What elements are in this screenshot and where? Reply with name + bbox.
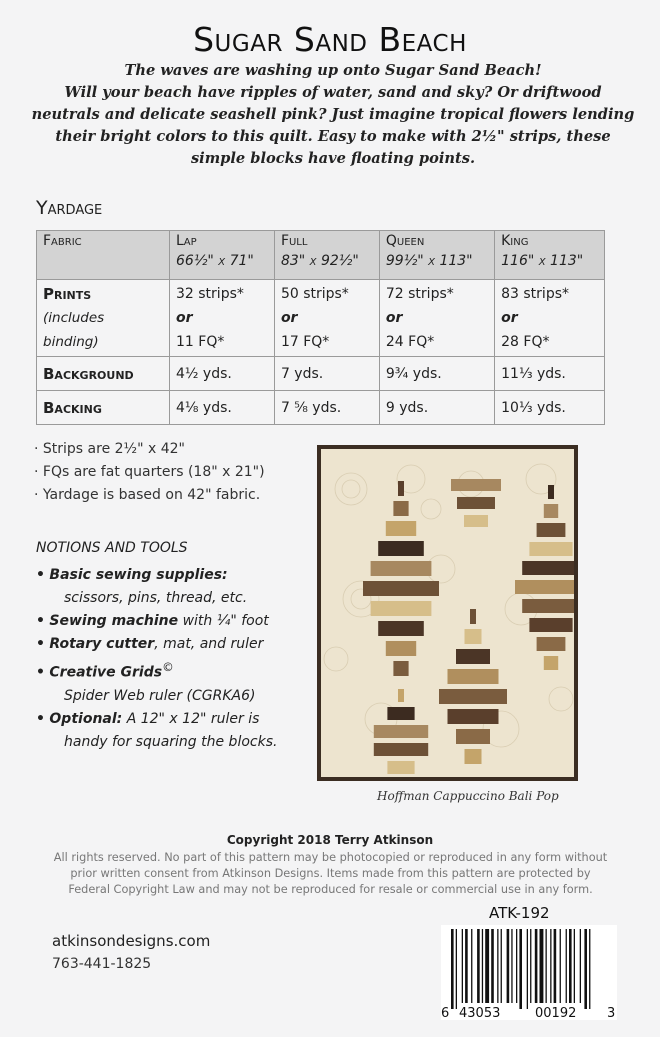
barcode-bar <box>569 929 572 1003</box>
cell-backing-lap: 4⅛ yds. <box>170 391 275 425</box>
tool-detail: A 12" x 12" ruler is <box>122 710 260 727</box>
barcode-digit: 3 <box>607 1006 616 1021</box>
note-strips: · Strips are 2½" x 42" <box>34 441 185 457</box>
quilt-stripe <box>457 497 495 509</box>
cell-background-full: 7 yds. <box>274 357 379 391</box>
quilt-stripe <box>456 649 490 664</box>
barcode-bar <box>554 929 557 1003</box>
quilt-stripe <box>374 725 428 738</box>
sku-label: ATK-192 <box>489 904 550 922</box>
quilt-stripe <box>470 609 476 624</box>
barcode-bar <box>501 929 502 1003</box>
tool-name: Rotary cutter <box>49 636 155 652</box>
table-row <box>37 391 605 425</box>
barcode-digits-left: 43053 <box>459 1006 501 1021</box>
cell-value: 83 strips* <box>501 286 569 302</box>
header-king-size: 116" x 113" <box>501 253 584 269</box>
quilt-photo <box>317 445 578 781</box>
barcode-bar <box>540 929 544 1003</box>
row-label-background: Background <box>37 357 170 391</box>
tool-name: Sewing machine <box>49 613 179 629</box>
cell-backing-full: 7 ⁵⁄₈ yds. <box>274 391 379 425</box>
barcode-digits-right: 00192 <box>535 1006 577 1021</box>
quilt-stripe <box>529 618 572 632</box>
header-full-name: Full <box>280 233 308 249</box>
intro-text <box>28 60 638 170</box>
header-fabric: Fabric <box>37 231 170 280</box>
barcode-bar <box>507 929 510 1003</box>
cell-background-lap: 4½ yds. <box>170 357 275 391</box>
quilt-stripe <box>537 523 566 537</box>
barcode-bar <box>589 929 590 1009</box>
cell-value: 24 FQ* <box>385 334 435 350</box>
note-fabric: · Yardage is based on 42" fabric. <box>34 487 261 503</box>
cell-background-queen: 9¾ yds. <box>379 357 494 391</box>
bullet-icon: • <box>36 710 45 727</box>
prints-sub: (includes binding) <box>43 310 105 350</box>
quilt-stripe <box>465 629 482 644</box>
header-full <box>274 231 379 280</box>
barcode-bar <box>535 929 538 1003</box>
table-row <box>37 357 605 391</box>
row-label-backing: Backing <box>37 391 170 425</box>
copyright-line: Copyright 2018 Terry Atkinson <box>226 833 434 847</box>
cell-or: or <box>176 310 193 326</box>
quilt-stripe <box>522 561 574 575</box>
quilt-stripe <box>456 729 490 744</box>
tool-detail: , mat, and ruler <box>154 636 264 652</box>
cell-value: 72 strips* <box>385 286 454 302</box>
phone-number: 763-441-1825 <box>52 956 152 972</box>
cell-prints-lap <box>170 280 275 357</box>
tool-detail: with ¼" foot <box>178 613 269 629</box>
barcode-number <box>441 1006 617 1022</box>
tool-name: Basic sewing supplies: <box>49 567 228 583</box>
quilt-stripe <box>378 621 424 636</box>
header-king-name: King <box>501 233 529 249</box>
header-queen <box>379 231 494 280</box>
legal-text: All rights reserved. No part of this pattern may be photocopied or reproduced in any form without prior written consent from Atkinson Designs. Items made from this pattern are protected by Federal Copyright Law and may not be reproduced for resale or commercial use in any form. <box>53 851 608 896</box>
quilt-stripe <box>393 661 408 676</box>
barcode-bar <box>546 929 547 1003</box>
barcode-bar <box>482 929 483 1003</box>
barcode-bar <box>465 929 468 1003</box>
quilt-stripe <box>544 656 558 670</box>
cell-prints-king <box>495 280 605 357</box>
bullet-icon: • <box>36 636 45 652</box>
intro-line-1: The waves are washing up onto Sugar Sand Beach! <box>124 62 542 79</box>
cell-prints-full <box>274 280 379 357</box>
cell-backing-king: 10⅓ yds. <box>495 391 605 425</box>
list-item <box>36 708 277 731</box>
quilt-stripe <box>544 504 558 518</box>
quilt-stripe <box>448 709 499 724</box>
cell-value: 11 FQ* <box>176 334 225 350</box>
bullet-icon: • <box>36 567 45 583</box>
barcode-bar <box>462 929 463 1003</box>
barcode-bar <box>511 929 512 1003</box>
header-queen-name: Queen <box>385 233 425 249</box>
cell-value: 17 FQ* <box>280 334 330 350</box>
quilt-stripe <box>465 749 482 764</box>
header-queen-size: 99½" x 113" <box>385 253 473 269</box>
barcode-bar <box>584 929 587 1009</box>
quilt-stripe <box>464 515 488 527</box>
cell-backing-queen: 9 yds. <box>379 391 494 425</box>
cell-value: 32 strips* <box>176 286 244 302</box>
barcode-bar <box>491 929 494 1003</box>
barcode-bar <box>580 929 581 1003</box>
quilt-stripe <box>515 580 574 594</box>
yardage-heading: Yardage <box>36 197 103 219</box>
barcode-bar <box>527 929 528 1009</box>
tool-name: Optional: <box>49 710 123 727</box>
quilt-stripe <box>548 485 554 499</box>
cell-background-king: 11⅓ yds. <box>495 357 605 391</box>
prints-label: Prints <box>43 285 92 303</box>
barcode-bar <box>477 929 480 1003</box>
cell-prints-queen <box>379 280 494 357</box>
quilt-stripe <box>363 581 439 596</box>
notions-heading: NOTIONS AND TOOLS <box>36 540 188 556</box>
barcode-bar <box>497 929 498 1003</box>
tool-name: Creative Grids <box>49 664 163 681</box>
header-lap-size: 66½" x 71" <box>176 253 254 269</box>
barcode-bar <box>471 929 472 1003</box>
cell-value: 28 FQ* <box>501 334 550 350</box>
yardage-header-row <box>37 231 605 280</box>
barcode-icon <box>441 925 617 1009</box>
pattern-title: Sugar Sand Beach <box>193 20 467 59</box>
quilt-illustration <box>321 449 574 777</box>
header-full-size: 83" x 92½" <box>280 253 359 269</box>
barcode-bar <box>566 929 567 1003</box>
intro-line-2: Will your beach have ripples of water, sand and sky? Or driftwood neutrals and delicate seashell pink? Just imagine tropical flowers lending their bright colors to this quilt. Easy to make with 2½" strips, these simple blocks have floating points. <box>31 84 635 167</box>
yardage-table <box>36 230 605 425</box>
barcode-bar <box>485 929 489 1003</box>
bullet-icon: • <box>36 664 45 681</box>
list-item <box>36 633 277 656</box>
table-row <box>37 280 605 357</box>
list-item-sub: scissors, pins, thread, etc. <box>64 590 248 606</box>
quilt-stripe <box>378 541 424 556</box>
quilt-stripe <box>398 689 404 702</box>
list-item <box>36 610 277 633</box>
barcode-bar <box>560 929 561 1003</box>
list-item-sub: Spider Web ruler (CGRKA6) <box>64 687 256 704</box>
list-item-sub: handy for squaring the blocks. <box>64 733 278 750</box>
quilt-stripe <box>451 479 501 491</box>
cell-or: or <box>385 310 403 326</box>
header-lap <box>170 231 275 280</box>
quilt-stripe <box>522 599 574 613</box>
cell-value: 50 strips* <box>280 286 349 302</box>
quilt-stripe <box>439 689 507 704</box>
quilt-stripe <box>371 561 432 576</box>
cell-or: or <box>501 310 518 326</box>
barcode-bar <box>516 929 517 1003</box>
photo-caption: Hoffman Cappuccino Bali Pop <box>377 789 559 803</box>
copyright-mark: © <box>162 660 174 674</box>
quilt-stripe <box>371 601 432 616</box>
barcode-bar <box>530 929 531 1003</box>
quilt-stripe <box>374 743 428 756</box>
barcode-bar <box>574 929 575 1003</box>
quilt-stripe <box>398 481 404 496</box>
bullet-icon: • <box>36 613 45 629</box>
list-item <box>36 656 277 685</box>
website-link[interactable]: atkinsondesigns.com <box>52 932 211 950</box>
quilt-stripe <box>386 641 416 656</box>
yardage-notes <box>34 438 265 507</box>
quilt-stripe <box>537 637 566 651</box>
list-item <box>36 564 277 587</box>
row-label-prints <box>37 280 170 357</box>
quilt-stripe <box>448 669 499 684</box>
note-fq: · FQs are fat quarters (18" x 21") <box>34 464 265 480</box>
barcode-bar <box>451 929 454 1009</box>
barcode-bar <box>456 929 457 1009</box>
barcode-bar <box>519 929 522 1009</box>
quilt-stripe <box>387 707 414 720</box>
notions-list <box>36 564 277 754</box>
quilt-stripe <box>387 761 414 774</box>
quilt-stripe <box>529 542 572 556</box>
header-king <box>495 231 605 280</box>
barcode-digit: 6 <box>441 1006 450 1021</box>
barcode-bar <box>550 929 551 1003</box>
header-lap-name: Lap <box>176 233 197 249</box>
cell-or: or <box>280 310 298 326</box>
quilt-stripe <box>393 501 408 516</box>
quilt-stripe <box>386 521 416 536</box>
